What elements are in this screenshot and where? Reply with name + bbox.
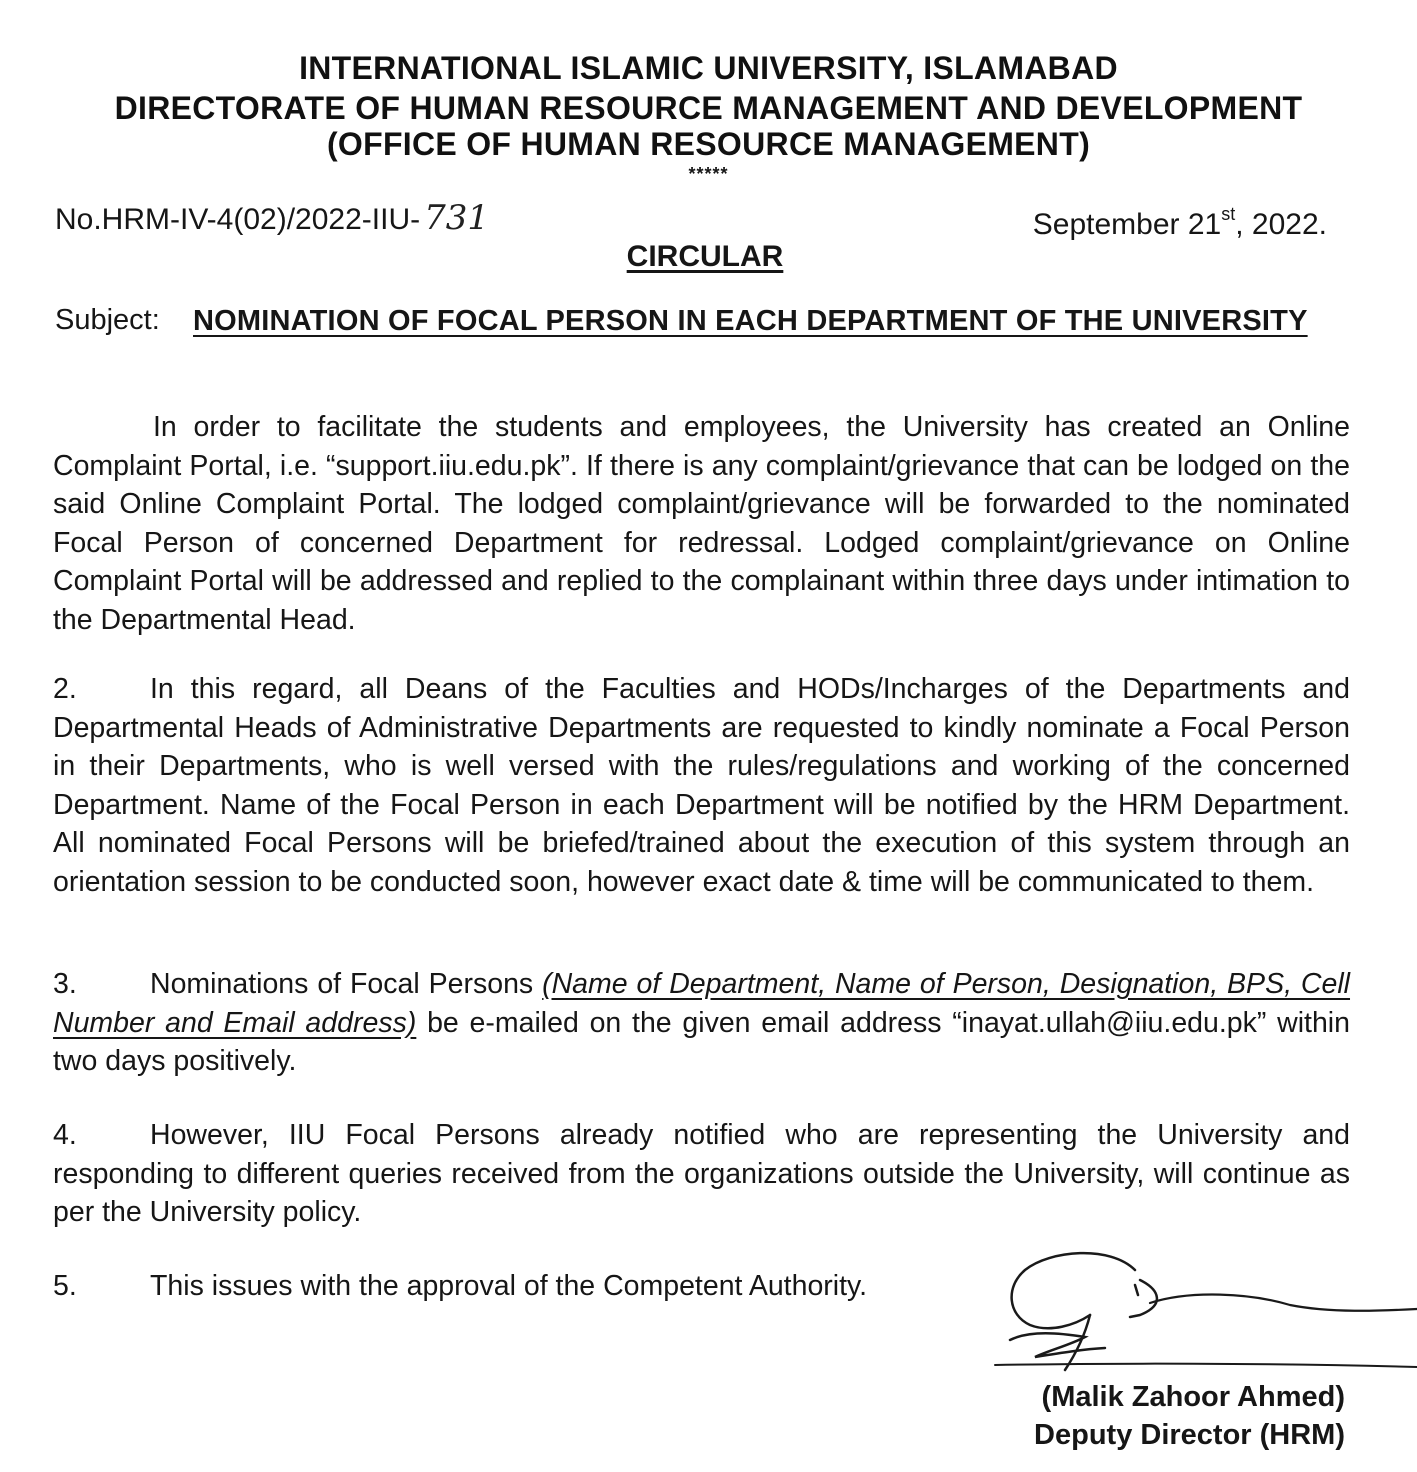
signatory-name: (Malik Zahoor Ahmed): [1041, 1381, 1345, 1413]
handwritten-number: 731: [424, 198, 490, 238]
paragraph-5-number: 5.: [53, 1270, 77, 1302]
paragraph-3: [53, 965, 1350, 1081]
subject-value: NOMINATION OF FOCAL PERSON IN EACH DEPARTMENT OF THE UNIVERSITY: [193, 305, 1308, 337]
paragraph-4: [53, 1116, 1350, 1232]
title-text: CIRCULAR: [626, 240, 784, 273]
document-title: [0, 240, 1410, 274]
paragraph-1-text: In order to facilitate the students and employees, the University has created an Online Complaint Portal, i.e. “support.iiu.edu.pk”. If there is any complaint/grievance that can be lodged on the said Online Complaint Portal. The lodged complaint/grievance will be forwarded to the nominated Focal Person of concerned Department for redressal. Lodged complaint/grievance on Online Complaint Portal will be addressed and replied to the complainant within three days under intimation to the Departmental Head.: [53, 411, 1350, 636]
paragraph-3-number: 3.: [53, 968, 77, 1000]
paragraph-5-text: This issues with the approval of the Competent Authority.: [150, 1270, 868, 1302]
paragraph-3-details: (Name of Department, Name of Person, Designation, BPS, Cell Number and Email address): [53, 968, 1351, 1039]
paragraph-4-number: 4.: [53, 1119, 77, 1151]
reference-number: [55, 198, 489, 238]
date-suffix: st: [1221, 204, 1236, 224]
subject-label: Subject:: [55, 304, 160, 336]
paragraph-1: [53, 408, 1350, 639]
paragraph-3-text-c: be e-mailed on the given email address “inayat.ullah@iiu.edu.pk” within two days positively.: [53, 1006, 1350, 1077]
paragraph-2-text: In this regard, all Deans of the Faculties and HODs/Incharges of the Departments and Departmental Heads of Administrative Departments are requested to kindly nominate a Focal Person in their Departments, who is well versed with the rules/regulations and working of the concerned Department. Name of the Focal Person in each Department will be notified by the HRM Department. All nominated Focal Persons will be briefed/trained about the execution of this system through an orientation session to be conducted soon, however exact date & time will be communicated to them.: [53, 673, 1350, 898]
university-name: INTERNATIONAL ISLAMIC UNIVERSITY, ISLAMABAD: [299, 50, 1118, 86]
paragraph-4-text: However, IIU Focal Persons already notified who are representing the University and responding to different queries received from the organizations outside the University, will continue as per the University policy.: [53, 1119, 1350, 1228]
header-separator: *****: [688, 164, 729, 184]
date-month-day: September 21: [1032, 208, 1222, 241]
date-year: , 2022.: [1235, 208, 1327, 241]
directorate-name: DIRECTORATE OF HUMAN RESOURCE MANAGEMENT AND DEVELOPMENT: [114, 90, 1303, 126]
signatory-designation: Deputy Director (HRM): [1034, 1419, 1345, 1451]
paragraph-2-number: 2.: [53, 673, 77, 705]
handwritten-signature: [990, 1245, 1417, 1385]
office-name: (OFFICE OF HUMAN RESOURCE MANAGEMENT): [326, 126, 1091, 162]
circular-date: [1033, 204, 1327, 242]
subject-text: [193, 304, 1353, 338]
paragraph-2: [53, 670, 1350, 901]
paragraph-5: [53, 1267, 1013, 1306]
reference-prefix: No.HRM-IV-4(02)/2022-IIU-: [55, 203, 421, 236]
paragraph-3-text-a: Nominations of Focal Persons: [150, 968, 543, 1000]
